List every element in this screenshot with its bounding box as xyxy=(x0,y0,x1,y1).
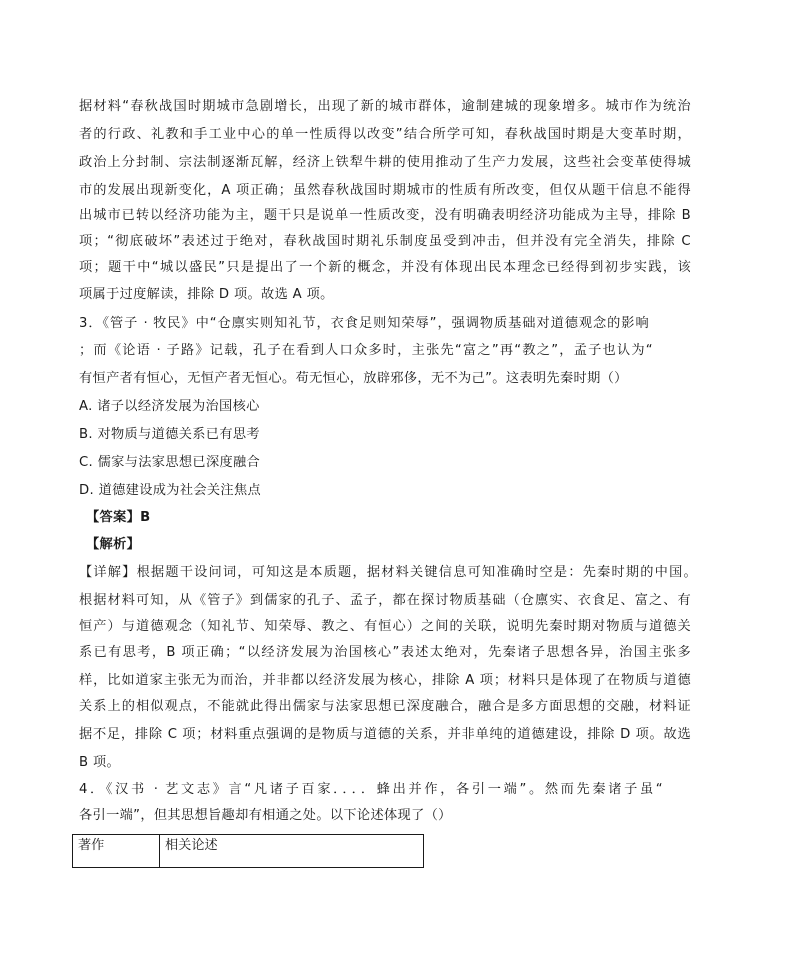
table-header-row xyxy=(73,835,424,868)
analysis-line: 据不足，排除 C 项；材料重点强调的是物质与道德的关系，并非单纯的道德建设，排除 D 项。故选 xyxy=(79,727,691,742)
analysis-line: B 项。 xyxy=(79,755,121,770)
analysis-line: 根据材料可知，从《管子》到儒家的孔子、孟子，都在探讨物质基础（仓廪实、衣食足、富之、有 xyxy=(79,593,691,608)
analysis-line: 项属于过度解读，排除 D 项。故选 A 项。 xyxy=(79,287,334,302)
analysis-line: 据材料“春秋战国时期城市急剧增长，出现了新的城市群体，逾制建城的现象增多。城市作为统治 xyxy=(79,99,691,114)
analysis-line: 系已有思考，B 项正确；“以经济发展为治国核心”表述太绝对，先秦诸子思想各异，治国主张多 xyxy=(79,645,691,660)
option-b: B. 对物质与道德关系已有思考 xyxy=(79,427,260,442)
table-header-cell: 相关论述 xyxy=(160,835,424,868)
question-3-stem: ；而《论语 · 子路》记载，孔子在看到人口众多时，主张先“富之”再“教之”，孟子也认为“ xyxy=(79,343,653,358)
option-d: D. 道德建设成为社会关注焦点 xyxy=(79,483,262,498)
analysis-line: 市的发展出现新变化，A 项正确；虽然春秋战国时期城市的性质有所改变，但仅从题干信息不能得 xyxy=(79,183,691,198)
analysis-line: 关系上的相似观点，不能就此得出儒家与法家思想已深度融合，融合是多方面思想的交融，材料证 xyxy=(79,699,691,714)
analysis-line: 出城市已转以经济功能为主，题干只是说单一性质改变，没有明确表明经济功能成为主导，排除 B xyxy=(79,208,691,223)
analysis-line: 者的行政、礼教和手工业中心的单一性质得以改变”结合所学可知，春秋战国时期是大变革时期， xyxy=(79,127,691,142)
answer-label: 【答案】B xyxy=(86,510,151,525)
option-a: A. 诸子以经济发展为治国核心 xyxy=(79,399,260,414)
question-4-stem: 4．《汉书 · 艺文志》言“凡诸子百家．．．．蜂出并作，各引一端”。然而先秦诸子虽“ xyxy=(79,782,663,797)
analysis-line: 【详解】根据题干设问词，可知这是本质题，据材料关键信息可知准确时空是：先秦时期的中国。 xyxy=(79,565,697,580)
analysis-line: 恒产）与道德观念（知礼节、知荣辱、教之、有恒心）之间的关联，说明先秦时期对物质与道德关 xyxy=(79,619,691,634)
question-4-stem: 各引一端”，但其思想旨趣却有相通之处。以下论述体现了（） xyxy=(79,808,452,823)
analysis-label: 【解析】 xyxy=(86,537,141,552)
analysis-line: 项；“彻底破坏”表述过于绝对，春秋战国时期礼乐制度虽受到冲击，但并没有完全消失，排除 C xyxy=(79,234,691,249)
analysis-line: 政治上分封制、宗法制逐渐瓦解，经济上铁犁牛耕的使用推动了生产力发展，这些社会变革使得城 xyxy=(79,155,691,170)
question-3-stem: 3．《管子 · 牧民》中“仓廪实则知礼节，衣食足则知荣辱”，强调物质基础对道德观念的影响 xyxy=(79,316,649,331)
works-table xyxy=(72,834,424,868)
analysis-line: 项；题干中“城以盛民”只是提出了一个新的概念，并没有体现出民本理念已经得到初步实践，该 xyxy=(79,260,691,275)
table-header-cell: 著作 xyxy=(73,835,160,868)
analysis-line: 样，比如道家主张无为而治，并非都以经济发展为核心，排除 A 项；材料只是体现了在物质与道德 xyxy=(79,673,691,688)
question-3-stem: 有恒产者有恒心，无恒产者无恒心。苟无恒心，放辟邪侈，无不为己”。这表明先秦时期（） xyxy=(79,371,628,386)
option-c: C. 儒家与法家思想已深度融合 xyxy=(79,455,261,470)
